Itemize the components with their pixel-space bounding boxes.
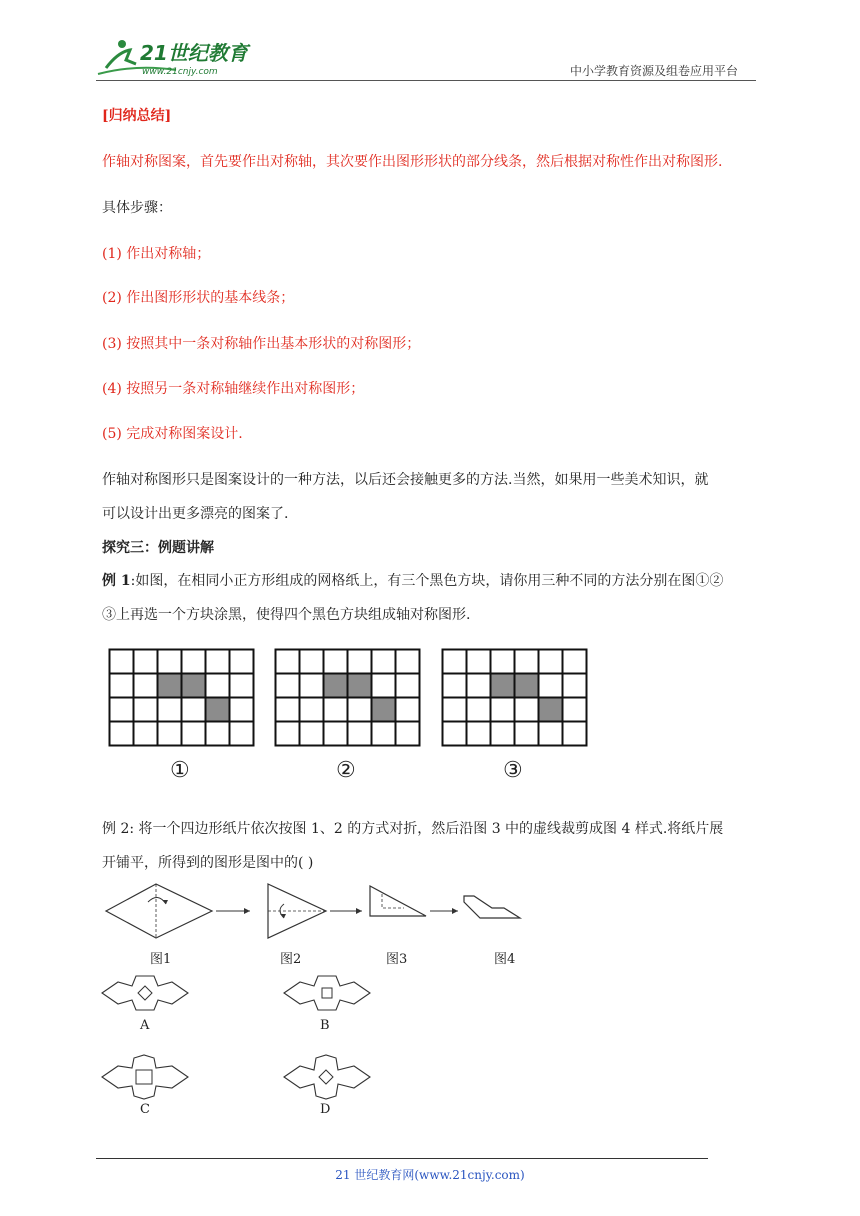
grid-cell-shaded	[348, 674, 372, 698]
grid-cell	[230, 674, 254, 698]
step-5: (5) 完成对称图案设计.	[102, 426, 243, 442]
note-line-2: 可以设计出更多漂亮的图案了.	[102, 506, 289, 522]
step-1: (1) 作出对称轴；	[102, 246, 211, 262]
grid-cell-shaded	[206, 698, 230, 722]
grid-cell	[300, 674, 324, 698]
grid-cell	[396, 722, 420, 746]
grid-cell	[491, 722, 515, 746]
grid-cell	[348, 722, 372, 746]
grid-cell	[158, 650, 182, 674]
example1-line-2: ③上再选一个方块涂黑，使得四个黑色方块组成轴对称图形.	[102, 607, 471, 623]
grid-cell	[443, 674, 467, 698]
grid-cell	[348, 650, 372, 674]
figure-label-3: ③	[503, 758, 523, 783]
grid-cell	[396, 698, 420, 722]
grid-cell-shaded	[158, 674, 182, 698]
grid-cell	[206, 674, 230, 698]
grid-cell	[206, 722, 230, 746]
grid-cell	[396, 674, 420, 698]
grid-cell	[182, 650, 206, 674]
grid-cell	[539, 650, 563, 674]
grid-cell	[324, 722, 348, 746]
grid-cell-shaded	[515, 674, 539, 698]
steps-label: 具体步骤：	[102, 200, 172, 216]
grid-cell	[467, 650, 491, 674]
grid-cell	[491, 650, 515, 674]
example1-line-1	[102, 571, 723, 591]
grid-cell	[515, 650, 539, 674]
grid-cell	[563, 650, 587, 674]
grid-cell	[158, 698, 182, 722]
option-label-c: C	[140, 1102, 150, 1117]
example1-label: 例 1	[102, 573, 131, 589]
grid-figure-1	[108, 648, 256, 748]
rhombus-shape	[106, 884, 212, 938]
grid-cell	[110, 674, 134, 698]
step-4: (4) 按照另一条对称轴继续作出对称图形；	[102, 381, 365, 397]
grid-cell	[324, 650, 348, 674]
grid-cell	[276, 650, 300, 674]
grid-cell	[467, 722, 491, 746]
grid-cell	[300, 722, 324, 746]
example2-line-2: 开铺平，所得到的图形是图中的( )	[102, 855, 314, 871]
option-d-shape	[282, 1054, 372, 1100]
step-3: (3) 按照其中一条对称轴作出基本形状的对称图形；	[102, 336, 421, 352]
option-c-shape	[100, 1054, 190, 1100]
triangle-shape	[268, 884, 326, 938]
grid-cell-shaded	[182, 674, 206, 698]
grid-cell	[230, 698, 254, 722]
grid-cell	[134, 722, 158, 746]
grid-cell	[276, 698, 300, 722]
grid-cell	[563, 722, 587, 746]
fig-label-4: 图4	[494, 952, 516, 967]
cut-line	[382, 894, 404, 908]
grid-cell	[491, 698, 515, 722]
grid-cell	[467, 674, 491, 698]
grid-cell	[372, 674, 396, 698]
half-triangle-shape	[370, 886, 426, 916]
option-label-b: B	[320, 1018, 330, 1033]
grid-cell	[110, 722, 134, 746]
folding-steps-figure	[100, 880, 540, 942]
grid-cell-shaded	[372, 698, 396, 722]
grid-cell	[396, 650, 420, 674]
grid-cell	[467, 698, 491, 722]
logo-text: 21世纪教育	[140, 41, 248, 65]
fig-label-2: 图2	[280, 952, 302, 967]
section-title: 探究三：例题讲解	[102, 540, 214, 556]
grid-cell	[206, 650, 230, 674]
step-2: (2) 作出图形形状的基本线条；	[102, 290, 295, 306]
example1-text: :如图，在相同小正方形组成的网格纸上，有三个黑色方块，请你用三种不同的方法分别在图①②	[130, 573, 724, 589]
grid-cell	[182, 722, 206, 746]
option-label-d: D	[320, 1102, 331, 1117]
grid-cell	[134, 650, 158, 674]
grid-cell	[182, 698, 206, 722]
grid-cell	[300, 698, 324, 722]
fig-label-1: 图1	[150, 952, 172, 967]
example2-line-1: 例 2: 将一个四边形纸片依次按图 1、2 的方式对折，然后沿图 3 中的虚线裁剪成图 4 样式.将纸片展	[102, 821, 724, 837]
grid-cell	[515, 722, 539, 746]
grid-cell-shaded	[539, 698, 563, 722]
grid-cell	[134, 674, 158, 698]
grid-cell	[372, 650, 396, 674]
grid-cell	[230, 650, 254, 674]
fig-label-3: 图3	[386, 952, 408, 967]
grid-cell	[443, 698, 467, 722]
logo-url: www.21cnjy.com	[142, 67, 218, 77]
grid-cell	[110, 698, 134, 722]
grid-cell	[539, 722, 563, 746]
grid-cell	[539, 674, 563, 698]
grid-cell	[443, 650, 467, 674]
grid-cell	[443, 722, 467, 746]
note-line-1: 作轴对称图形只是图案设计的一种方法，以后还会接触更多的方法.当然，如果用一些美术知识，就	[102, 472, 709, 488]
header-divider	[96, 80, 756, 81]
grid-cell	[230, 722, 254, 746]
footer-text: 21 世纪教育网(www.21cnjy.com)	[335, 1168, 525, 1182]
grid-cell	[134, 698, 158, 722]
grid-figure-3	[441, 648, 589, 748]
grid-cell	[110, 650, 134, 674]
platform-name: 中小学教育资源及组卷应用平台	[570, 64, 739, 78]
grid-cell	[276, 674, 300, 698]
grid-cell	[158, 722, 182, 746]
site-logo	[96, 34, 258, 80]
cut-shape	[464, 896, 520, 918]
grid-figure-2	[274, 648, 422, 748]
grid-cell	[324, 698, 348, 722]
grid-cell	[276, 722, 300, 746]
grid-cell-shaded	[324, 674, 348, 698]
option-a-shape	[100, 972, 190, 1014]
grid-cell	[563, 674, 587, 698]
summary-heading: [归纳总结]	[102, 108, 172, 124]
grid-cell	[300, 650, 324, 674]
grid-cell	[563, 698, 587, 722]
figure-label-2: ②	[336, 758, 356, 783]
option-b-shape	[282, 972, 372, 1014]
summary-intro: 作轴对称图案，首先要作出对称轴，其次要作出图形形状的部分线条，然后根据对称性作出对称图形.	[102, 154, 723, 170]
figure-label-1: ①	[170, 758, 190, 783]
grid-cell	[348, 698, 372, 722]
option-label-a: A	[140, 1018, 150, 1033]
footer-divider	[96, 1158, 708, 1159]
grid-cell-shaded	[491, 674, 515, 698]
grid-cell	[372, 722, 396, 746]
grid-cell	[515, 698, 539, 722]
